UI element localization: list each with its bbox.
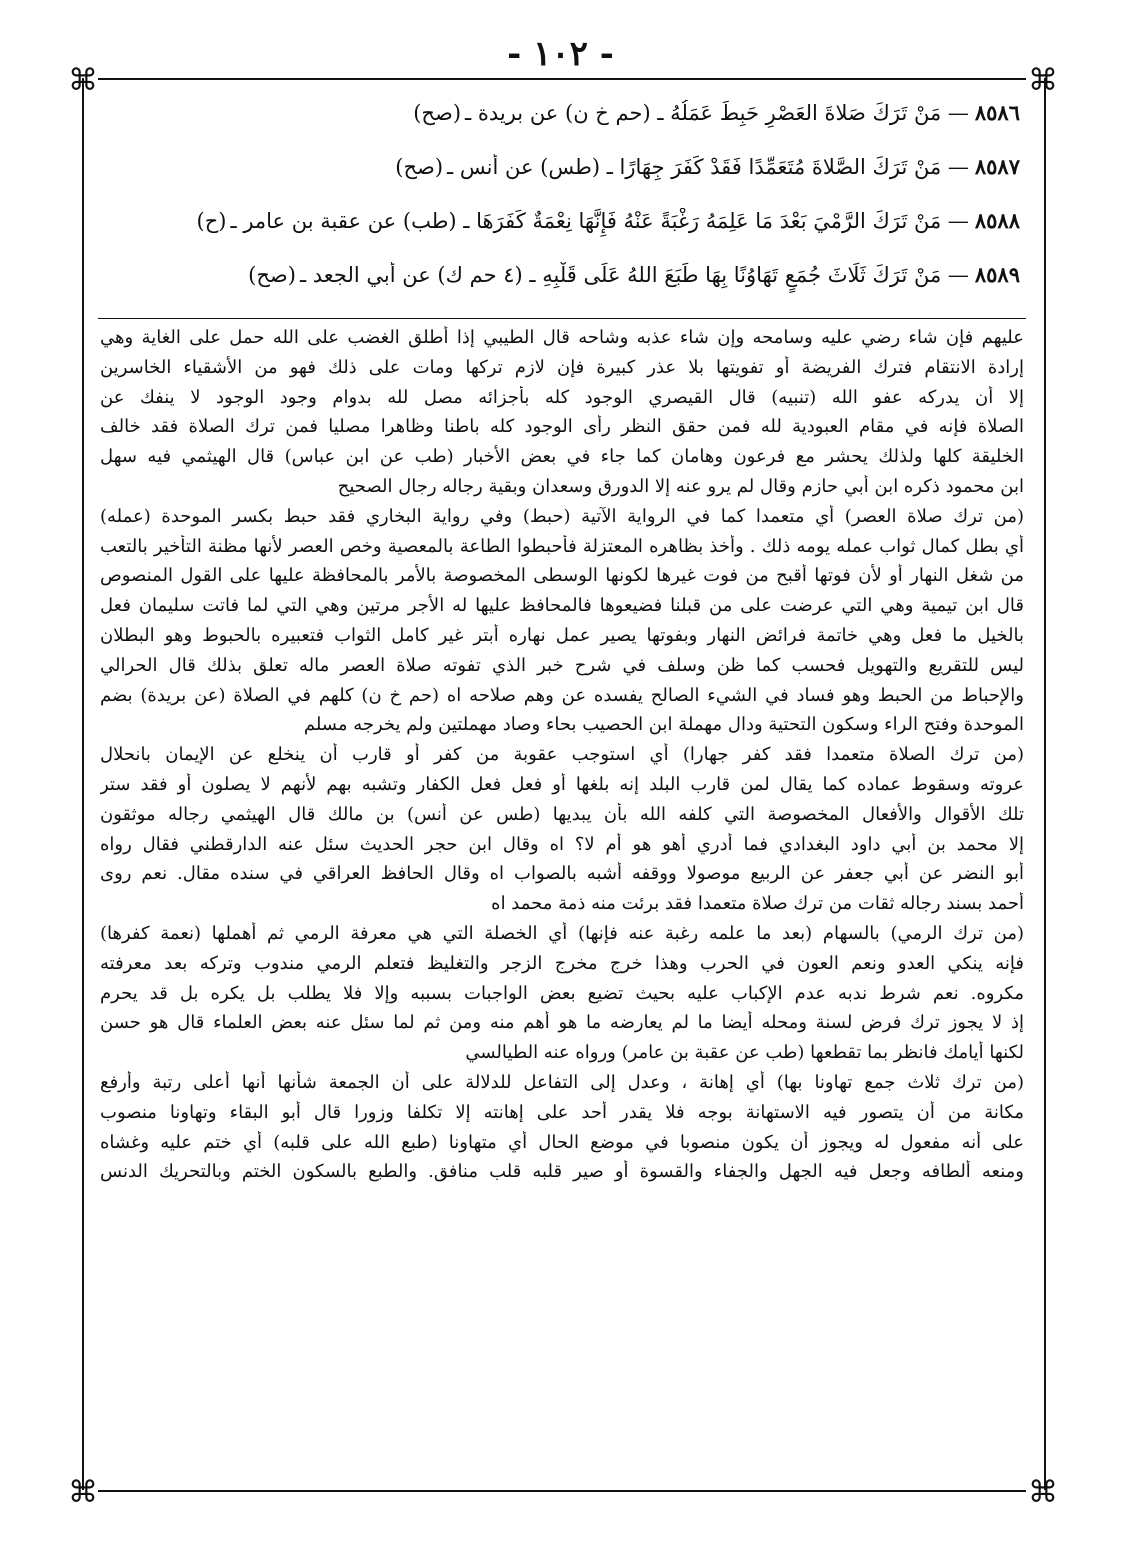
frame-top-rule (98, 78, 1026, 80)
commentary-line: والإحباط من الحبط وهو فساد في الشيء الصالح يفسده عن وهم صلاحه اه (حم خ ن) كلهم في الصلاة (عن بريدة) بضم (100, 684, 1024, 706)
commentary-line: (من ترك الصلاة متعمدا فقد كفر جهارا) أي استوجب عقوبة من كفر أو قارب أن ينخلع عن الإيمان بانحلال (100, 744, 1024, 766)
corner-ornament-icon: ⌘ (1028, 1475, 1058, 1510)
hadith-list (150, 100, 1020, 316)
corner-ornament-icon: ⌘ (68, 1475, 98, 1510)
commentary-line: إلا محمد بن أبي داود البغدادي فما أدري أهو هو أم لا؟ اه وقال ابن حجر الحديث سئل عنه الدارقطني فقال رواه (100, 833, 1024, 855)
commentary-line: إذ لا يجوز ترك فرض لسنة ومحله أيضا ما لم يعارضه ما هو أهم منه ومن ثم لما سئل عنه بعض العلماء قال هو حسن (100, 1012, 1024, 1034)
commentary-line: ليس للتقريع والتهويل فحسب كما ظن وسلف في شرح خبر الذي تفوته صلاة العصر ماله تعلق بذلك قال الحرالي (100, 654, 1024, 676)
commentary-text (100, 326, 1024, 1190)
corner-ornament-icon: ⌘ (68, 63, 98, 98)
commentary-line: ومنعه ألطافه وجعل فيه الجهل والجفاء والقسوة أو صير قلبه قلب منافق. والطبع بالسكون الختم وبالتحريك الدنس (100, 1161, 1024, 1183)
commentary-line: أبو النضر عن أبي جعفر عن الربيع موصولا ووقفه أشبه بالصواب اه وقال الحافظ العراقي في سنده مقال. نعم روى (100, 863, 1024, 885)
commentary-line: تلك الأقوال والأفعال المخصوصة التي كلفه الله بأن يبديها (طس عن أنس) بن مالك قال الهيثمي رجاله موثقون (100, 803, 1024, 825)
commentary-line: على أنه مفعول له ويجوز أن يكون منصوبا في موضع الحال أي متهاونا (طبع الله على قلبه) أي ختم عليه وغشاه (100, 1131, 1024, 1153)
hadith-grade: (صح) (248, 263, 296, 287)
section-divider (98, 318, 1026, 319)
hadith-entry (150, 262, 1020, 316)
hadith-number: ٨٥٨٧ (974, 154, 1020, 179)
commentary-line: لكنها أيامك فانظر بما تقطعها (طب عن عقبة بن عامر) ورواه عنه الطيالسي (465, 1042, 1024, 1064)
commentary-line: بالخيل ما فعل وهي خاتمة فرائض النهار وبفوتها يصير عمل نهاره أبتر غير كامل الثواب فتعبيره بالحبوط وهو البطلان (100, 624, 1024, 646)
hadith-grade: (صح) (413, 101, 462, 125)
hadith-number: ٨٥٨٨ (974, 208, 1020, 233)
commentary-line: مكانة من أن يتصور فيه الاستهانة بوجه فلا يقدر أحد على إهانته إلا تكلفا وزورا قال أبو البقاء وتهاونا منصوب (100, 1101, 1024, 1123)
hadith-text: — مَنْ تَرَكَ الرَّمْيَ بَعْدَ مَا عَلِمَهُ رَغْبَةً عَنْهُ فَإِنَّهَا نِعْمَةٌ كَفَرَهَا ـ (طب) عن عقبة بن عامر ـ (230, 209, 969, 233)
page-number: - ١٠٢ - (507, 34, 614, 74)
commentary-line: أي بطل كمال ثواب عمله يومه ذلك . وأخذ بظاهره المعتزلة فأحبطوا الطاعة بالمعصية وخص العصر لأنها مظنة التأخير بالتعب (100, 535, 1024, 557)
commentary-line: (من ترك الرمي) بالسهام (بعد ما علمه رغبة عنه فإنها) أي الخصلة التي هي معرفة الرمي ثم أهملها (نعمة كفرها) (100, 922, 1024, 944)
commentary-line: (من ترك صلاة العصر) أي متعمدا كما في الرواية الآتية (حبط) وفي رواية البخاري فقد حبط بكسر الموحدة (عمله) (100, 505, 1024, 527)
commentary-line: (من ترك ثلاث جمع تهاونا بها) أي إهانة ، وعدل إلى التفاعل للدلالة على أن الجمعة شأنها أنها أعلى رتبة وأرفع (100, 1071, 1024, 1093)
commentary-line: الموحدة وفتح الراء وسكون التحتية ودال مهملة ابن الحصيب بحاء وصاد مهملتين ولم يخرجه مسلم (303, 714, 1024, 736)
commentary-line: من شغل النهار أو لأن فوتها أقبح من فوت غيرها لكونها الوسطى المخصوصة بالأمر بالمحافظة عليها على القول المنصوص (100, 565, 1024, 587)
hadith-number: ٨٥٨٩ (974, 262, 1020, 287)
commentary-line: عليهم فإن شاء رضي عليه وسامحه وإن شاء عذبه وشاحه قال الطيبي إذا أطلق الغضب على الله حمل على الغاية وهي (100, 327, 1024, 348)
hadith-number: ٨٥٨٦ (974, 100, 1020, 125)
commentary-line: إرادة الانتقام فترك الفريضة أو تفويتها بلا عذر كبيرة فإن لازم تركها ومات على ذلك فهو من الأشقياء الخاسرين (100, 356, 1024, 378)
commentary-line: قال ابن تيمية وهي التي عرضت على من قبلنا فضيعوها فالمحافظ عليها له الأجر مرتين وهي التي لما فاتت سليمان فعل (100, 595, 1024, 617)
commentary-line: الخليقة كلها ولذلك يحشر مع فرعون وهامان كما جاء في بعض الأخبار (طب عن ابن عباس) قال الهيثمي فيه سهل (100, 446, 1024, 468)
commentary-line: الصلاة فإنه في مقام العبودية لله فمن حقق النظر رأى الوجود كله باطنا وظاهرا مصليا فمن ترك الصلاة فقد خالف (100, 416, 1024, 438)
corner-ornament-icon: ⌘ (1028, 63, 1058, 98)
hadith-entry (150, 100, 1020, 154)
hadith-text: — مَنْ تَرَكَ الصَّلاةَ مُتَعَمِّدًا فَقَدْ كَفَرَ جِهَارًا ـ (طس) عن أنس ـ (447, 155, 969, 179)
commentary-line: أحمد بسند رجاله ثقات من ترك صلاة متعمدا فقد برئت منه ذمة محمد اه (491, 893, 1024, 915)
hadith-entry (150, 154, 1020, 208)
commentary-line: إلا أن يدركه عفو الله (تنبيه) قال القيصري الوجود كله بأجزائه مصل لله بدوام وجود الوجود لا ينفك عن (100, 386, 1024, 408)
hadith-text: — مَنْ تَرَكَ ثَلَاثَ جُمَعٍ تَهَاوُنًا بِهَا طَبَعَ اللهُ عَلَى قَلْبِهِ ـ (٤ حم ك) عن أبي الجعد ـ (299, 263, 969, 287)
hadith-grade: (ح) (196, 209, 227, 233)
hadith-grade: (صح) (395, 155, 444, 179)
hadith-entry (150, 208, 1020, 262)
commentary-line: فإنه ينكي العدو ونعم العون في الحرب وهذا خرج مخرج الزجر والتغليظ فتعلم الرمي مندوب وتركه بعد معرفته (100, 952, 1024, 974)
commentary-line: عروته وسقوط عماده كما يقال لمن قارب البلد إنه بلغها أو فعل فعل الكفار وتشبه بهم لأنهم لا يصلون أو فقد ستر (100, 773, 1024, 795)
commentary-line: مكروه. نعم شرط ندبه عدم الإكباب عليه بحيث تضيع بعض الواجبات بسببه وإلا فلا يطلب بل يكره بل قد يحرم (100, 982, 1024, 1004)
frame-bottom-rule (98, 1490, 1026, 1492)
hadith-text: — مَنْ تَرَكَ صَلاةَ العَصْرِ حَبِطَ عَمَلُهُ ـ (حم خ ن) عن بريدة ـ (465, 101, 969, 125)
commentary-line: ابن محمود ذكره ابن أبي حازم وقال لم يرو عنه إلا الدورق وسعدان وبقية رجاله رجال الصحيح (337, 475, 1024, 497)
